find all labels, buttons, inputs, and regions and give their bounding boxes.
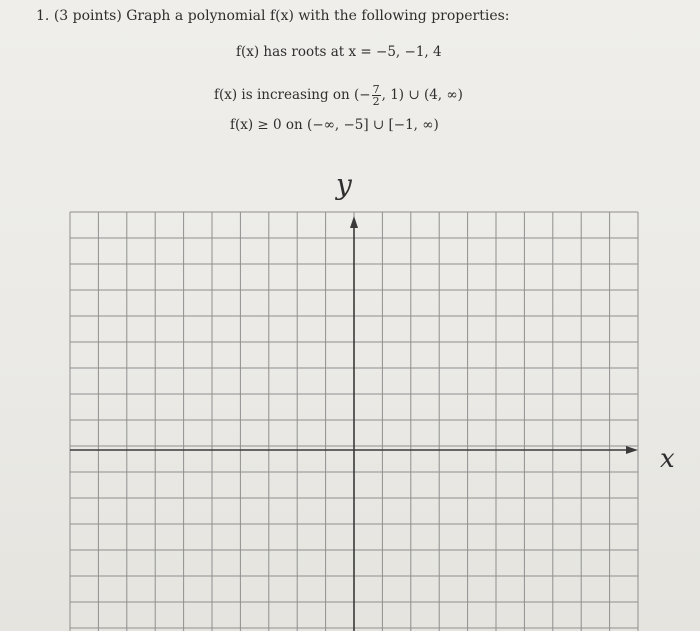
roots-prefix: f(x) has roots at x = — [236, 44, 377, 60]
nonneg-prefix: f(x) ≥ 0 on — [230, 117, 308, 133]
fraction-denominator: 2 — [372, 95, 380, 108]
nonneg-intervals: (−∞, −5] ∪ [−1, ∞) — [307, 117, 439, 133]
problem-prompt: Graph a polynomial f(x) with the following properties: — [126, 8, 510, 24]
fraction-numerator: 7 — [372, 83, 380, 96]
x-axis-label: x — [660, 444, 675, 474]
y-axis-label: y — [336, 168, 352, 201]
increasing-prefix: f(x) is increasing on (− — [214, 87, 371, 103]
problem-points: (3 points) — [53, 8, 122, 24]
increasing-suffix: , 1) ∪ (4, ∞) — [381, 87, 463, 103]
problem-number: 1. — [36, 8, 50, 24]
x-axis-arrowhead — [626, 446, 638, 454]
y-axis-arrowhead — [350, 216, 358, 228]
roots-values: −5, −1, 4 — [376, 44, 442, 60]
